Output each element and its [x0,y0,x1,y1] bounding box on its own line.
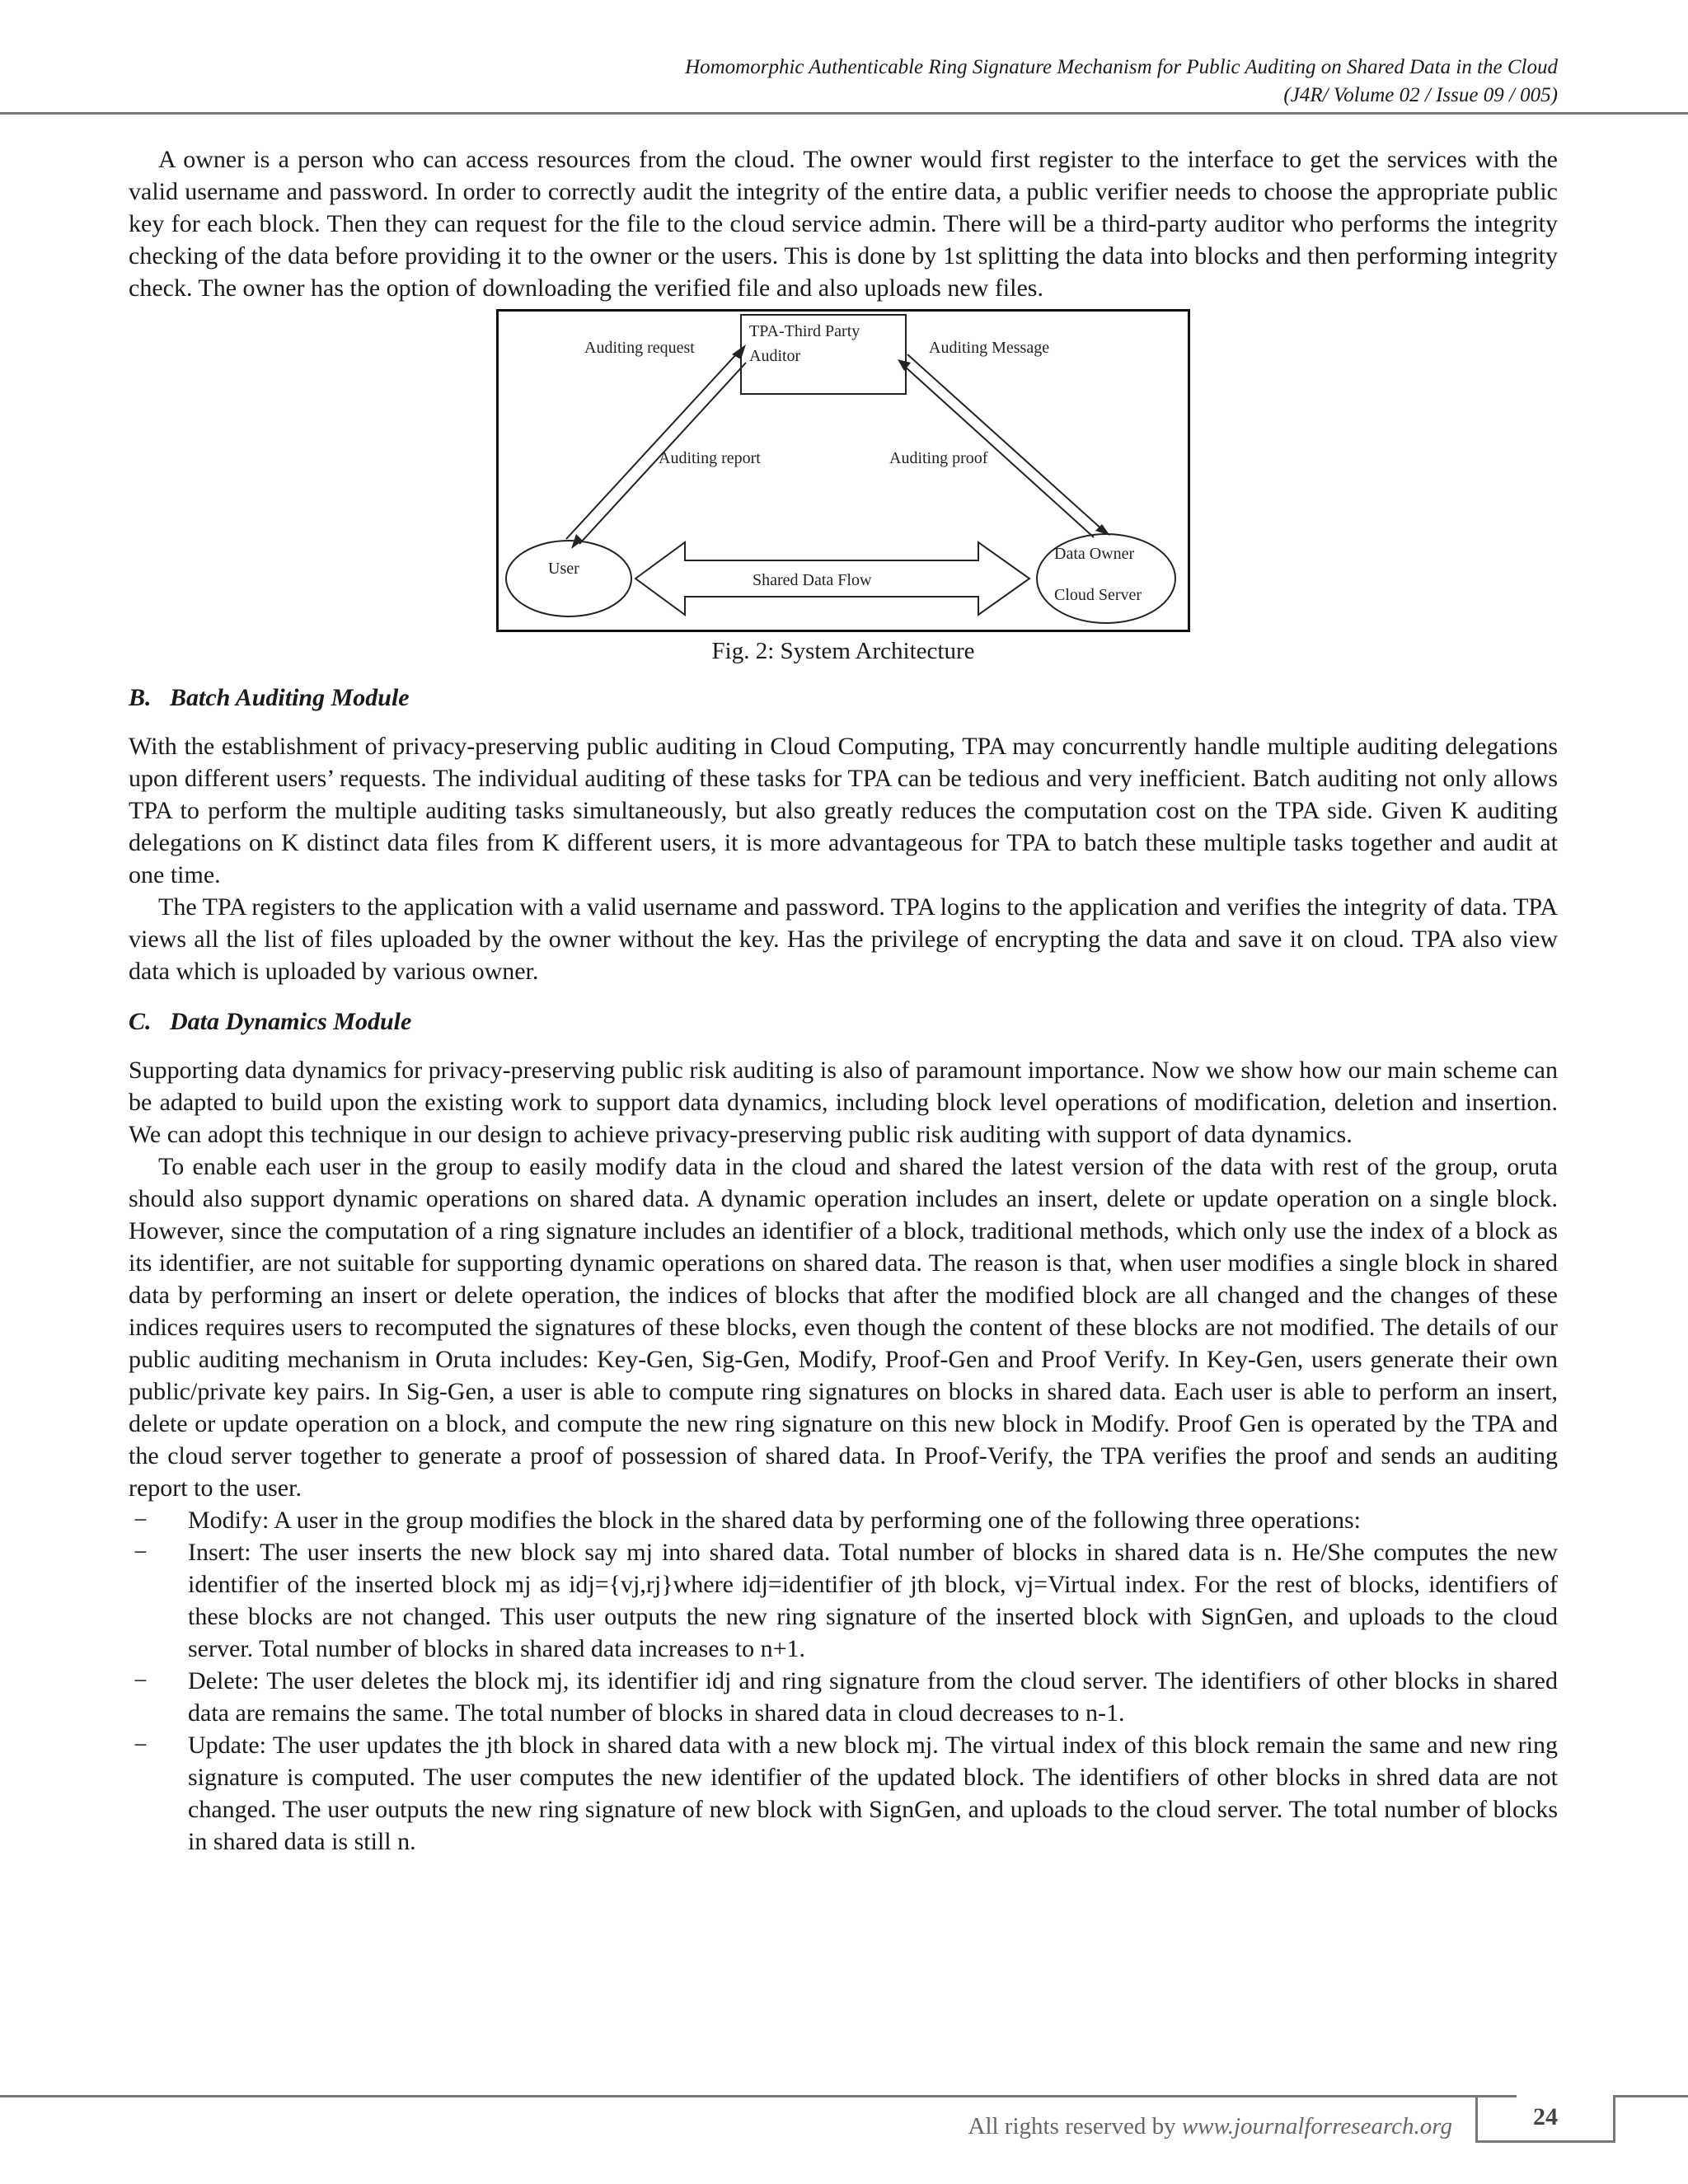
system-architecture-figure [129,309,1558,663]
section-b-paragraph-2: The TPA registers to the application with a valid username and password. TPA logins to the application and verifies the integrity of data. TPA views all the list of files uploaded by the owner without the key. Has the privilege of encrypting the data and save it on cloud. TPA also view data which is uploaded by various owner. [129,893,1558,985]
figure-frame [496,309,1190,632]
page-body [129,143,1558,1858]
list-item-text: Modify: A user in the group modifies the block in the shared data by performing one of the following three operations: [188,1507,1362,1534]
page-footer [0,2093,1688,2184]
tpa-label-line1: TPA-Third Party [749,322,860,340]
dash-bullet: − [134,1732,148,1759]
figure-caption: Fig. 2: System Architecture [711,638,975,664]
cloud-server-label: Cloud Server [1054,586,1142,604]
page-header [0,0,1688,115]
journal-issue: (J4R/ Volume 02 / Issue 09 / 005) [1283,84,1558,106]
dash-bullet: − [134,1507,148,1534]
list-item [129,1504,1558,1536]
auditing-proof-label: Auditing proof [889,449,988,467]
user-node [506,541,631,616]
intro-paragraph: A owner is a person who can access resources from the cloud. The owner would first register to the interface to get the services with the valid username and password. In order to correctly audit the integrity of the entire data, a public verifier needs to choose the appropriate public key for each block. Then they can request for the file to the cloud service admin. There will be a third-party auditor who performs the integrity checking of the data before providing it to the owner or the users. This is done by 1st splitting the data into blocks and then performing integrity check. The owner has the option of downloading the verified file and also uploads new files. [129,146,1558,302]
list-item [129,1536,1558,1665]
data-owner-label: Data Owner [1054,545,1135,563]
tpa-label-line2: Auditor [749,347,801,365]
footer-rights [968,2113,1453,2140]
dash-bullet: − [134,1539,148,1566]
section-c-number: C. [129,1008,152,1035]
section-c-paragraph-1: Supporting data dynamics for privacy-preserving public risk auditing is also of paramount importance. Now we show how our main scheme can be adapted to build upon the existing work to support data dynamics, including block level operations of modification, deletion and insertion. We can adopt this technique in our design to achieve privacy-preserving public risk auditing with support of data dynamics. [129,1057,1558,1148]
dash-bullet: − [134,1667,148,1694]
auditing-request-label: Auditing request [584,339,695,357]
list-item [129,1665,1558,1729]
section-b-paragraph-1: With the establishment of privacy-preserving public auditing in Cloud Computing, TPA may concurrently handle multiple auditing delegations upon different users’ requests. The individual auditing of these tasks for TPA can be tedious and very inefficient. Batch auditing not only allows TPA to perform the multiple auditing tasks simultaneously, but also greatly reduces the computation cost on the TPA side. Given K auditing delegations on K distinct data files from K different users, it is more advantageous for TPA to batch these multiple tasks together and audit at one time. [129,733,1558,888]
dynamic-operations-list [129,1504,1558,1858]
shared-data-flow-label: Shared Data Flow [753,571,872,589]
section-c-heading [129,1005,1558,1038]
auditing-report-arrow [566,353,738,539]
auditing-message-arrow [907,354,1104,531]
user-label: User [548,560,579,578]
footer-divider [0,2095,1517,2097]
section-b-title: Batch Auditing Module [170,684,410,711]
list-item-text: Insert: The user inserts the new block say mj into shared data. Total number of blocks in shared data is n. He/She computes the new identifier of the inserted block mj as idj={vj,rj}where idj=identifier of jth block, vj=Virtual index. For the rest of blocks, identifiers of these blocks are not changed. This user outputs the new ring signature of the inserted block with SignGen, and uploads to the cloud server. Total number of blocks in shared data increases to n+1. [188,1539,1558,1662]
rights-text: All rights reserved by [968,2113,1176,2139]
section-c-paragraph-2: To enable each user in the group to easily modify data in the cloud and shared the latest version of the data with rest of the group, oruta should also support dynamic operations on shared data. A dynamic operation includes an insert, delete or update operation on a single block. However, since the computation of a ring signature includes an identifier of a block, traditional methods, which only use the index of a block as its identifier, are not suitable for supporting dynamic operations on shared data. The reason is that, when user modifies a single block in shared data by performing an insert or delete operation, the indices of blocks that after the modified block are all changed and the changes of these indices requires users to recomputed the signatures of these blocks, even though the content of these blocks are not modified. The details of our public auditing mechanism in Oruta includes: Key-Gen, Sig-Gen, Modify, Proof-Gen and Proof Verify. In Key-Gen, users generate their own public/private key pairs. In Sig-Gen, a user is able to compute ring signatures on blocks in shared data. Each user is able to perform an insert, delete or update operation on a block, and compute the new ring signature on this new block in Modify. Proof Gen is operated by the TPA and the cloud server together to generate a proof of possession of shared data. In Proof-Verify, the TPA verifies the proof and sends an auditing report to the user. [129,1153,1558,1502]
running-title: Homomorphic Authenticable Ring Signature Mechanism for Public Auditing on Shared Data in the Cloud [685,56,1558,78]
section-b-number: B. [129,684,152,711]
section-b-heading [129,682,1558,714]
section-c-title: Data Dynamics Module [170,1008,412,1035]
page-number-box [1475,2095,1615,2143]
architecture-diagram [499,312,1188,630]
footer-divider-tail [1615,2095,1688,2097]
journal-url[interactable]: www.journalforresearch.org [1181,2113,1452,2139]
auditing-report-label: Auditing report [659,449,761,467]
header-divider [0,112,1688,115]
list-item-text: Delete: The user deletes the block mj, its identifier idj and ring signature from the cloud server. The identifiers of other blocks in shared data are remains the same. The total number of blocks in shared data in cloud decreases to n-1. [188,1667,1558,1727]
page-number: 24 [1533,2103,1558,2130]
list-item [129,1729,1558,1858]
list-item-text: Update: The user updates the jth block in shared data with a new block mj. The virtual index of this block remain the same and new ring signature is computed. The user computes the new identifier of the updated block. The identifiers of other blocks in shred data are not changed. The user outputs the new ring signature of new block with SignGen, and uploads to the cloud server. The total number of blocks in shared data is still n. [188,1732,1558,1855]
auditing-message-label: Auditing Message [929,339,1050,357]
